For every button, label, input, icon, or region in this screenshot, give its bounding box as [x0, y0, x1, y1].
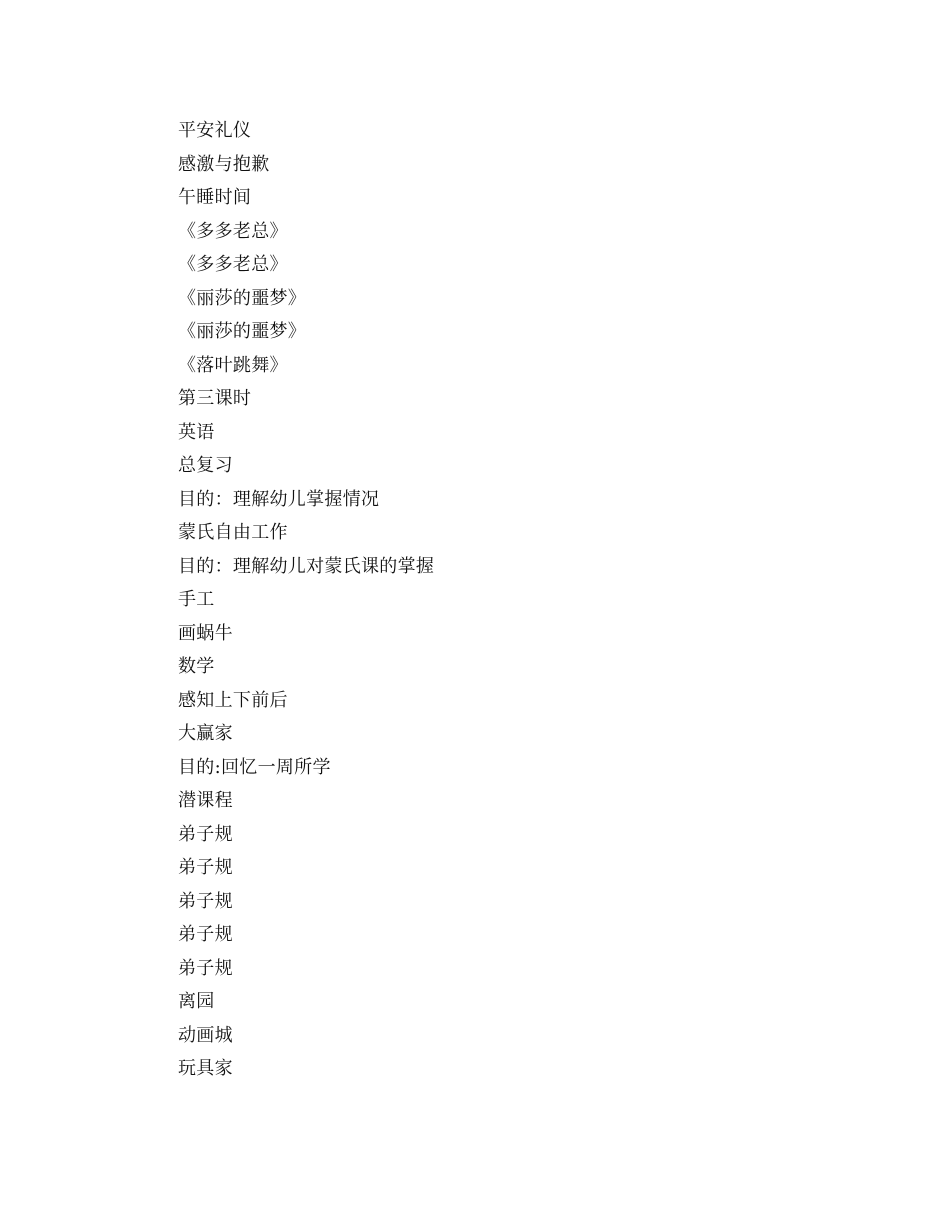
text-line: 弟子规	[178, 924, 233, 945]
text-line: 《丽莎的噩梦》	[178, 321, 307, 342]
text-line: 第三课时	[178, 388, 252, 409]
text-line: 数学	[178, 656, 215, 677]
text-line: 感知上下前后	[178, 689, 288, 711]
text-line: 《多多老总》	[178, 254, 288, 275]
text-line: 画蜗牛	[178, 622, 233, 644]
text-line: 大赢家	[178, 723, 233, 744]
text-line: 潜课程	[178, 790, 233, 811]
text-line: 离园	[178, 991, 215, 1012]
text-line: 午睡时间	[178, 187, 252, 208]
text-line: 英语	[178, 421, 215, 443]
text-line: 《落叶跳舞》	[178, 354, 288, 376]
text-line: 玩具家	[178, 1058, 233, 1079]
text-line: 《丽莎的噩梦》	[178, 287, 307, 309]
text-line: 目的:回忆一周所学	[178, 756, 331, 778]
text-line: 手工	[178, 589, 215, 610]
text-line: 蒙氏自由工作	[178, 522, 288, 543]
text-line: 总复习	[178, 455, 233, 476]
text-line: 弟子规	[178, 823, 233, 845]
text-line: 《多多老总》	[178, 220, 288, 242]
text-line: 弟子规	[178, 890, 233, 912]
text-line: 平安礼仪	[178, 120, 252, 141]
text-line: 目的：理解幼儿对蒙氏课的掌握	[178, 555, 435, 577]
text-line: 感激与抱歉	[178, 153, 270, 175]
text-line: 弟子规	[178, 957, 233, 979]
text-lines	[178, 117, 878, 1089]
text-line: 弟子规	[178, 857, 233, 878]
text-line: 目的：理解幼儿掌握情况	[178, 488, 380, 510]
text-line: 动画城	[178, 1024, 233, 1046]
